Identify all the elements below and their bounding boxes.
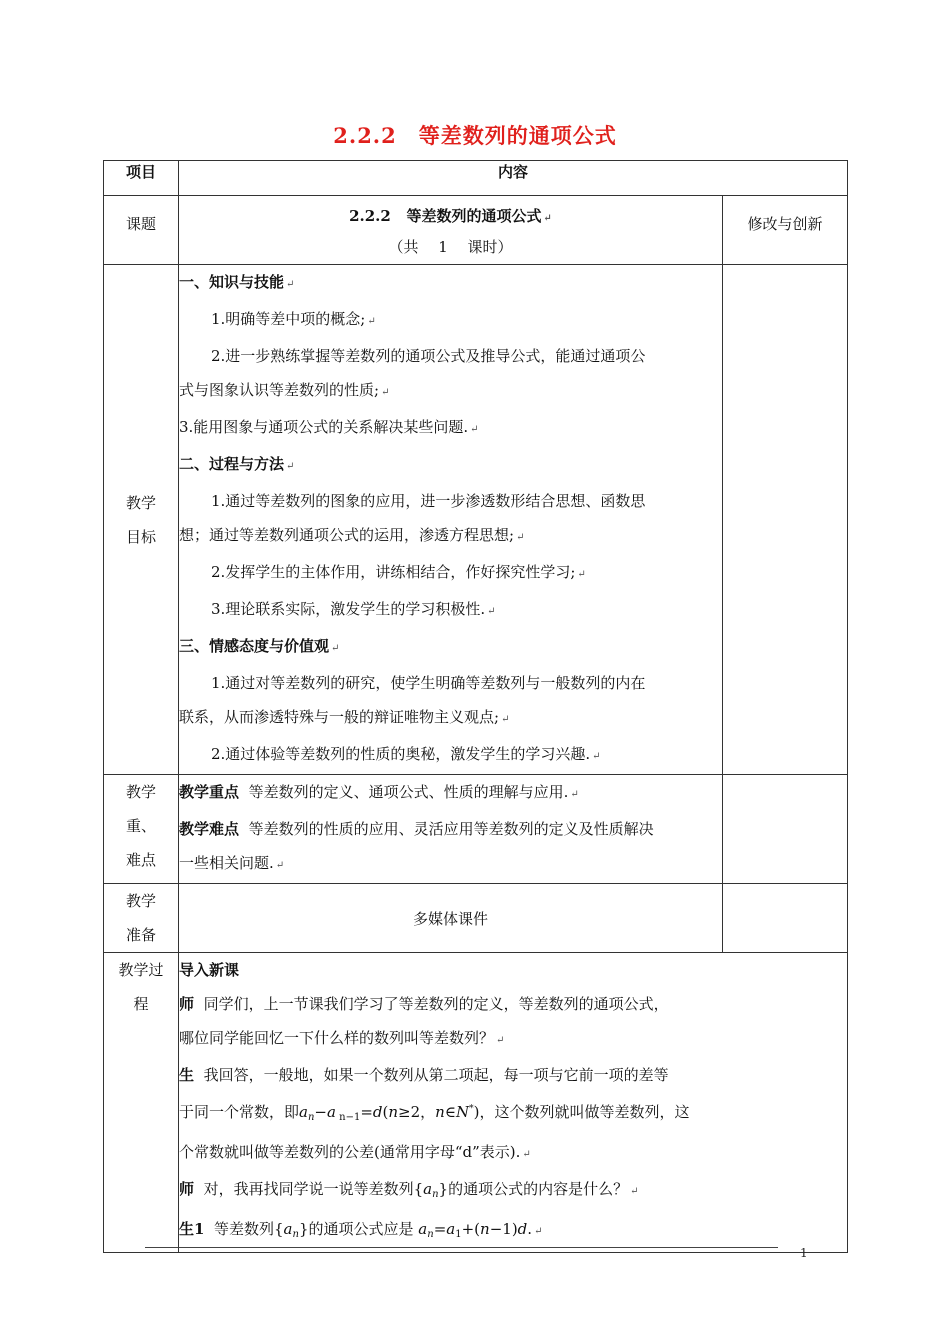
title-text: 等差数列的通项公式	[418, 123, 617, 148]
header-row	[104, 161, 848, 196]
formula-sequence: $\{a_n\}$	[274, 1220, 309, 1240]
prep-label-line: 教学	[125, 892, 156, 910]
process-text: 的通项公式的内容是什么？	[448, 1180, 629, 1198]
title-number: 2.2.2	[333, 123, 397, 148]
key-label-line: 难点	[125, 851, 156, 869]
process-label-line: 程	[133, 995, 149, 1013]
goals-text: 2.发挥学生的主体作用，讲练相结合，作好探究性学习;	[211, 563, 576, 581]
process-text: 等差数列	[213, 1220, 274, 1238]
process-row	[104, 953, 848, 1253]
topic-title: 等差数列的通项公式	[406, 207, 542, 225]
key-points-row	[104, 775, 848, 884]
goals-text: 想；通过等差数列通项公式的运用，渗透方程思想;	[179, 526, 515, 544]
student-1-speaker: 生1	[179, 1220, 205, 1238]
focus-label: 教学重点	[179, 783, 240, 801]
process-content: 导入新课 师 同学们，上一节课我们学习了等差数列的定义，等差数列的通项公式， 哪位同学能回忆一下什么样的数列叫等差数列？ ↵ 生 我回答，一般地，如果一个数列从第二项起，每一项与它前一项的差等 于同一个常数，即$a_n-a$ $_{n-1}$=d(n≥2，n∈N*)，这个数列就叫做等差数列，这 个常数就叫做等差数列的公差(通常用字母“d”表示). ↵ 师 对，我再找同学说一说等差数列$\{a_n\}$的通项公式的内容是什么？ ↵ 生1 等差数列$\{a_n\}$的通项公式应是 $a_n=a_1+(n-1)d$. ↵	[179, 953, 848, 1253]
process-label	[104, 953, 179, 1253]
prep-notes	[723, 884, 848, 953]
teacher-speaker: 师	[179, 995, 195, 1013]
goals-label-line: 目标	[125, 527, 156, 546]
goals-text: 1.明确等差中项的概念;	[211, 310, 366, 328]
header-item: 项目	[104, 161, 179, 196]
topic-hours: （共 1 课时）	[388, 238, 513, 256]
page-number: 1	[800, 1246, 808, 1260]
lesson-plan-table	[103, 160, 848, 1253]
goals-notes	[723, 265, 848, 775]
process-text: 哪位同学能回忆一下什么样的数列叫等差数列？	[179, 1029, 495, 1047]
topic-row	[104, 196, 848, 265]
prep-content: 多媒体课件	[179, 884, 723, 953]
intro-heading: 导入新课	[179, 961, 240, 979]
key-points-notes	[723, 775, 848, 884]
prep-row	[104, 884, 848, 953]
topic-number: 2.2.2	[349, 207, 391, 225]
goals-text: 联系，从而渗透特殊与一般的辩证唯物主义观点;	[179, 708, 500, 726]
process-text: 我回答，一般地，如果一个数列从第二项起，每一项与它前一项的差等	[203, 1066, 669, 1084]
process-text: ，这个数列就叫做等差数列，这	[479, 1103, 690, 1121]
formula-recurrence: $a_n-a$ $_{n-1}$=d(n≥2，n∈N*)	[299, 1103, 480, 1123]
goals-text: 1.通过对等差数列的研究，使学生明确等差数列与一般数列的内在	[211, 674, 646, 692]
footer-divider	[145, 1247, 778, 1248]
difficulty-text: 一些相关问题.	[179, 854, 274, 872]
topic-content	[179, 196, 723, 265]
process-text: 的通项公式应是	[308, 1220, 414, 1238]
student-speaker: 生	[179, 1066, 195, 1084]
goals-text: 式与图象认识等差数列的性质;	[179, 381, 380, 399]
process-label-line: 教学过	[118, 961, 164, 979]
process-text: 同学们，上一节课我们学习了等差数列的定义，等差数列的通项公式，	[203, 995, 669, 1013]
prep-label	[104, 884, 179, 953]
goals-text: 3.能用图象与通项公式的关系解决某些问题.	[179, 418, 469, 436]
key-points-content: 教学重点 等差数列的定义、通项公式、性质的理解与应用. ↵ 教学难点 等差数列的性质的应用、灵活应用等差数列的定义及性质解决 一些相关问题. ↵	[179, 775, 723, 884]
goals-text: 1.通过等差数列的图象的应用，进一步渗透数形结合思想、函数思	[211, 492, 646, 510]
teacher-speaker: 师	[179, 1180, 195, 1198]
topic-label: 课题	[104, 196, 179, 265]
difficulty-text: 等差数列的性质的应用、灵活应用等差数列的定义及性质解决	[248, 820, 654, 838]
revision-label: 修改与创新	[723, 196, 848, 265]
goals-label	[104, 265, 179, 775]
header-content: 内容	[179, 161, 848, 196]
goals-label-line: 教学	[125, 493, 156, 512]
goals-row	[104, 265, 848, 775]
key-points-label	[104, 775, 179, 884]
prep-label-line: 准备	[125, 926, 156, 944]
topic-title-line: 2.2.2 等差数列的通项公式 ↵	[349, 207, 552, 225]
goals-section-1-heading: 一、知识与技能	[179, 273, 285, 291]
key-label-line: 重、	[125, 817, 156, 835]
goals-section-3-heading: 三、情感态度与价值观	[179, 637, 330, 655]
document-title	[0, 120, 950, 150]
process-text: 个常数就叫做等差数列的公差(通常用字母“d”表示).	[179, 1143, 521, 1161]
formula-sequence: $\{a_n\}$	[413, 1180, 449, 1200]
goals-text: 3.理论联系实际，激发学生的学习积极性.	[211, 600, 486, 618]
focus-text: 等差数列的定义、通项公式、性质的理解与应用.	[248, 783, 569, 801]
process-text: 对，我再找同学说一说等差数列	[203, 1180, 414, 1198]
goals-text: 2.进一步熟练掌握等差数列的通项公式及推导公式，能通过通项公	[211, 347, 646, 365]
formula-general-term: $a_n=a_1+(n-1)d$.	[418, 1220, 533, 1240]
process-text: 于同一个常数，即	[179, 1103, 300, 1121]
key-label-line: 教学	[125, 783, 156, 801]
difficulty-label: 教学难点	[179, 820, 240, 838]
goals-text: 2.通过体验等差数列的性质的奥秘，激发学生的学习兴趣.	[211, 745, 591, 763]
goals-section-2-heading: 二、过程与方法	[179, 455, 285, 473]
goals-content: 一、知识与技能 ↵ 1.明确等差中项的概念; ↵ 2.进一步熟练掌握等差数列的通项公式及推导公式，能通过通项公 式与图象认识等差数列的性质; ↵ 3.能用图象与通项公式的关系解决某些问题. ↵ 二、过程与方法 ↵ 1.通过等差数列的图象的应用，进一步渗透数形结合思想、函数思 想；通过等差数列通项公式的运用，渗透方程思想; ↵ 2.发挥学生的主体作用，讲练相结合，作好探究性学习; ↵ 3.理论联系实际，激发学生的学习积极性. ↵ 三、情感态度与价值观 ↵ 1.通过对等差数列的研究，使学生明确等差数列与一般数列的内在 联系，从而渗透特殊与一般的辩证唯物主义观点; ↵ 2.通过体验等差数列的性质的奥秘，激发学生的学习兴趣. ↵	[179, 265, 723, 775]
